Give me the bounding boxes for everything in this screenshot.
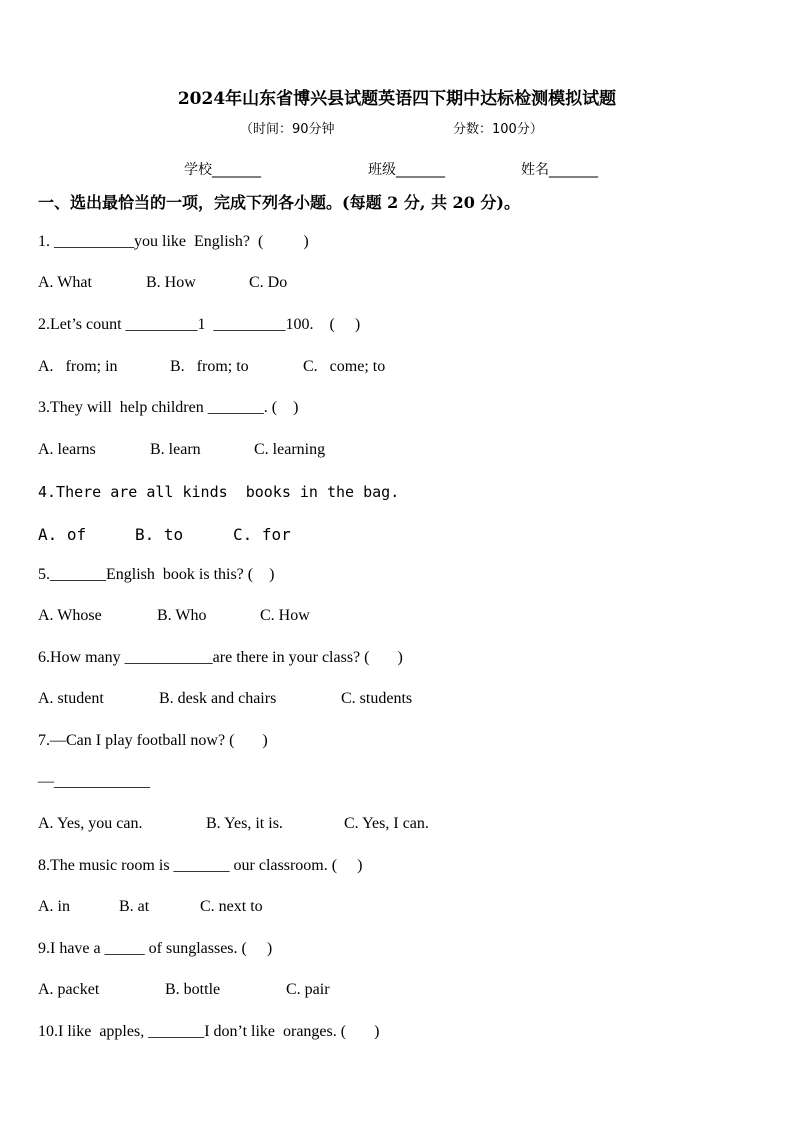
option: C. learning <box>254 441 326 458</box>
option: C. pair <box>286 981 330 998</box>
option: C. Do <box>249 274 288 291</box>
school-field: 学校_______ <box>184 162 261 178</box>
option: C. for <box>233 525 291 544</box>
option: A. from; in <box>38 358 118 375</box>
option: C. Yes, I can. <box>344 815 429 832</box>
option: B. Who <box>157 607 207 624</box>
question-stem: 2.Let’s count _________1 _________100. ( ) <box>38 316 361 333</box>
answer-line: —____________ <box>38 773 150 790</box>
option: B. desk and chairs <box>159 690 277 707</box>
option: B. learn <box>150 441 201 458</box>
question-stem: 10.I like apples, _______I don’t like oranges. ( ) <box>38 1023 380 1040</box>
option: A. learns <box>38 441 96 458</box>
question-stem: 6.How many ___________are there in your class? ( ) <box>38 649 403 666</box>
option: B. How <box>146 274 196 291</box>
question-stem: 5._______English book is this? ( ) <box>38 566 275 583</box>
question-stem: 4.There are all kinds books in the bag. <box>38 483 400 501</box>
option: A. packet <box>38 981 100 998</box>
option: A. of <box>38 525 87 544</box>
option: C. next to <box>200 898 263 915</box>
question-stem: 3.They will help children _______. ( ) <box>38 399 299 416</box>
option: A. Yes, you can. <box>38 815 143 832</box>
option: A. Whose <box>38 607 102 624</box>
option: C. come; to <box>303 358 386 375</box>
question-stem: 7.—Can I play football now? ( ) <box>38 732 268 749</box>
option: B. bottle <box>165 981 221 998</box>
question-stem: 8.The music room is _______ our classroom. ( ) <box>38 857 363 874</box>
section-heading: 一、选出最恰当的一项，完成下列各小题。(每题 2 分, 共 20 分)。 <box>38 193 520 212</box>
option: A. in <box>38 898 70 915</box>
page-title: 2024年山东省博兴县试题英语四下期中达标检测模拟试题 <box>177 89 617 109</box>
option: C. students <box>341 690 413 707</box>
option: C. How <box>260 607 310 624</box>
option: B. at <box>119 898 150 915</box>
name-field: 姓名_______ <box>521 162 598 178</box>
question-stem: 1. __________you like English? ( ) <box>38 233 309 250</box>
option: B. from; to <box>170 358 249 375</box>
exam-time: （时间：90分钟 <box>240 122 335 137</box>
option: A. What <box>38 274 92 291</box>
option: B. to <box>135 525 184 544</box>
class-field: 班级_______ <box>368 162 445 178</box>
exam-score: 分数：100分） <box>453 122 543 137</box>
question-stem: 9.I have a _____ of sunglasses. ( ) <box>38 940 273 957</box>
option: A. student <box>38 690 104 707</box>
option: B. Yes, it is. <box>206 815 283 832</box>
